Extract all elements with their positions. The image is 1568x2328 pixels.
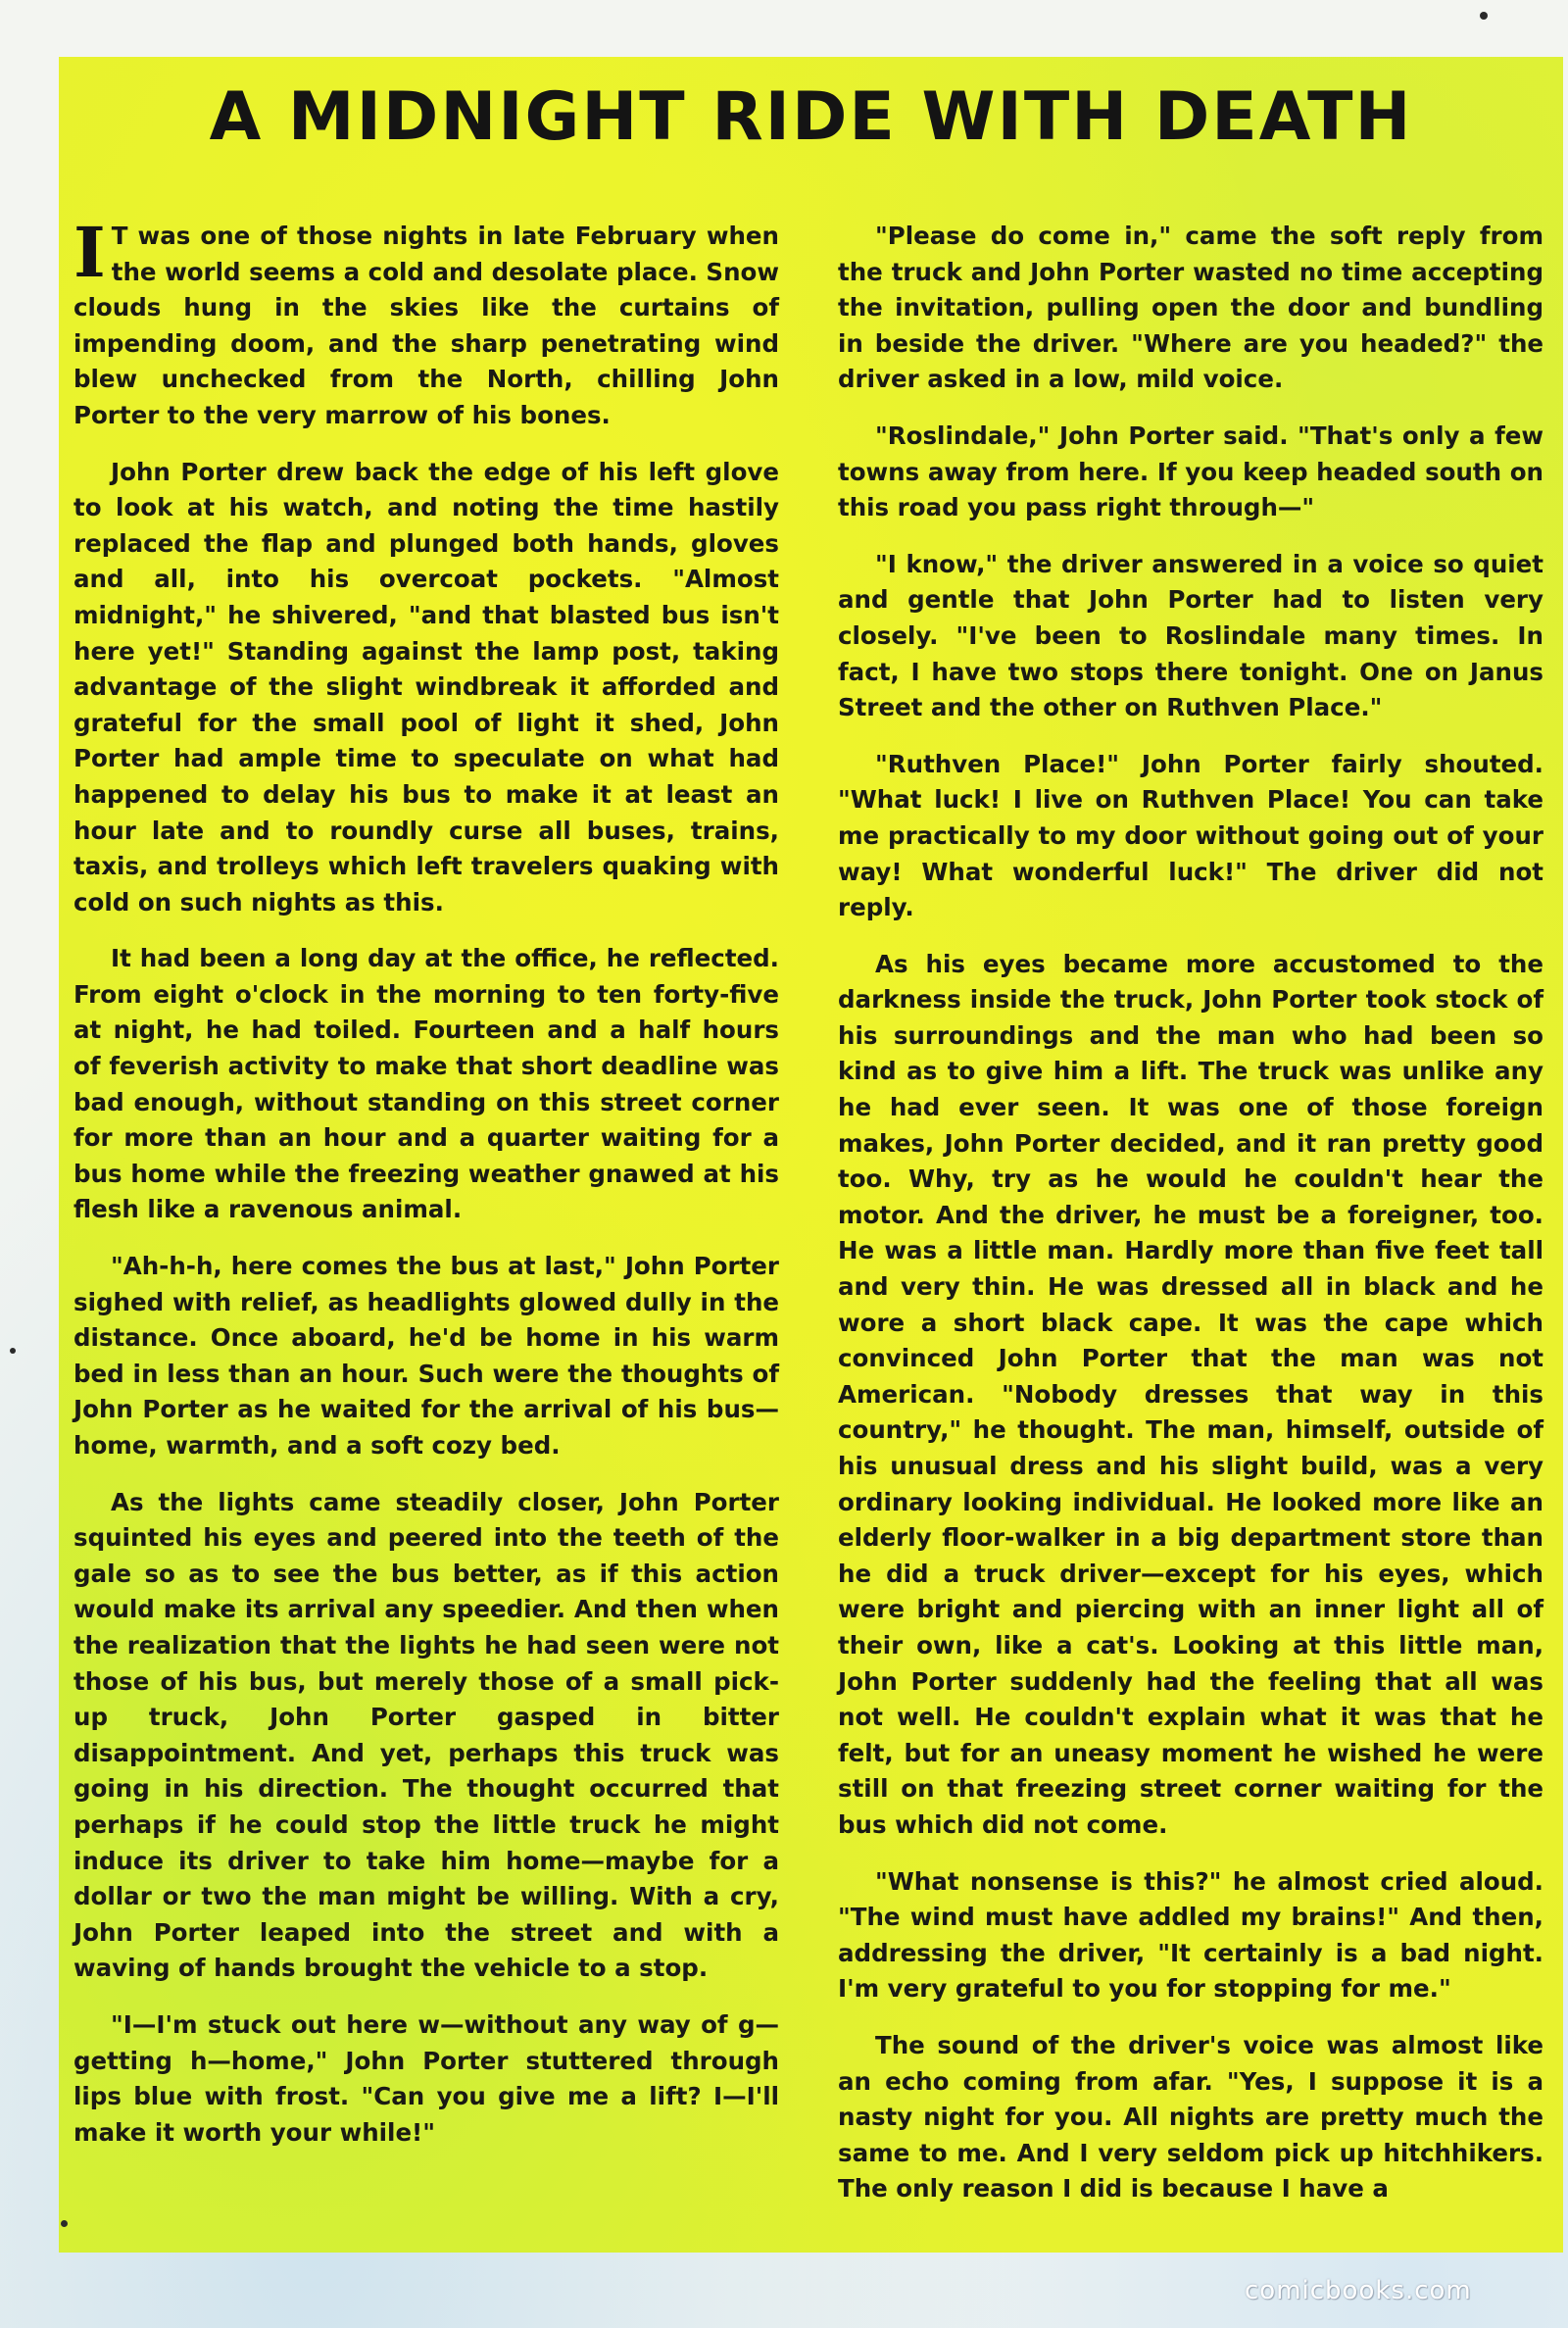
paragraph: "What nonsense is this?" he almost cried aloud. "The wind must have addled my brains!" And then, addressing the driver, "It certainly is a bad night. I'm very grateful to you for stopping for me." <box>838 1866 1544 2004</box>
paragraph: John Porter drew back the edge of his left glove to look at his watch, and noting the time hastily replaced the flap and plunged both hands, gloves and all, into his overcoat pockets. "Almost midnight," he shivered, "and that blasted bus isn't here yet!" Standing against the lamp post, taking advantage of the slight windbreak it afforded and grateful for the small pool of light it shed, John Porter had ample time to speculate on what had happened to delay his bus to make it at least an hour late and to roundly curse all buses, trains, taxis, and trolleys which left travelers quaking with cold on such nights as this. <box>74 457 779 916</box>
left-column <box>74 212 779 2171</box>
paragraph: "Ah-h-h, here comes the bus at last," John Porter sighed with relief, as headlights glowed dully in the distance. Once aboard, he'd be home in his warm bed in less than an hour. Such were the thoughts of John Porter as he waited for the arrival of his bus—home, warmth, and a soft cozy bed. <box>74 1252 779 1460</box>
paragraph: "Roslindale," John Porter said. "That's only a few towns away from here. If you keep headed south on this road you pass right through—" <box>838 421 1544 522</box>
paragraph: "I—I'm stuck out here w—without any way of g—getting h—home," John Porter stuttered through lips blue with frost. "Can you give me a lift? I—I'll make it worth your while!" <box>74 2009 779 2147</box>
paragraph: The sound of the driver's voice was almost like an echo coming from afar. "Yes, I suppose it is a nasty night for you. All nights are pretty much the same to me. And I very seldom pick up hitchhikers. The only reason I did is because I have a <box>838 2030 1544 2204</box>
drop-cap: I <box>74 212 106 293</box>
paragraph-text: T was one of those nights in late February when the world seems a cold and desolate place. Snow clouds hung in the skies like the curtains of impending doom, and the sharp penetrating wind blew unchecked from the North, chilling John Porter to the very marrow of his bones. <box>74 222 779 429</box>
ink-speck <box>61 2220 68 2227</box>
paragraph: As the lights came steadily closer, John Porter squinted his eyes and peered into the teeth of the gale so as to see the bus better, as if this action would make its arrival any speedier. And then when the realization that the lights he had seen were not those of his bus, but merely those of a small pick-up truck, John Porter gasped in bitter disappointment. And yet, perhaps this truck was going in his direction. The thought occurred that perhaps if he could stop the little truck he might induce its driver to take him home—maybe for a dollar or two the man might be willing. With a cry, John Porter leaped into the street and with a waving of hands brought the vehicle to a stop. <box>74 1487 779 1983</box>
paragraph <box>74 212 779 434</box>
story-title: A MIDNIGHT RIDE WITH DEATH <box>209 78 1413 156</box>
watermark-text: comicbooks.com <box>1245 2276 1472 2305</box>
paragraph: "Please do come in," came the soft reply from the truck and John Porter wasted no time accepting the invitation, pulling open the door and bundling in beside the driver. "Where are you headed?" the driver asked in a low, mild voice. <box>838 222 1544 394</box>
right-column <box>838 219 1544 2228</box>
paragraph: As his eyes became more accustomed to the darkness inside the truck, John Porter took stock of his surroundings and the man who had been so kind as to give him a lift. The truck was unlike any he had ever seen. It was one of those foreign makes, John Porter decided, and it ran pretty good too. Why, try as he would he couldn't hear the motor. And the driver, he must be a foreigner, too. He was a little man. Hardly more than five feet tall and very thin. He was dressed all in black and he wore a short black cape. It was the cape which convinced John Porter that the man was not American. "Nobody dresses that way in this country," he thought. The man, himself, outside of his unusual dress and his slight build, was a very ordinary looking individual. He looked more like an elderly floor-walker in a big department store than he did a truck driver—except for his eyes, which were bright and piercing with an inner light all of their own, like a cat's. Looking at this little man, John Porter suddenly had the feeling that all was not well. He couldn't explain what it was that he felt, but for an uneasy moment he wished he were still on that freezing street corner waiting for the bus which did not come. <box>838 949 1544 1839</box>
paragraph: It had been a long day at the office, he reflected. From eight o'clock in the morning to ten forty-five at night, he had toiled. Fourteen and a half hours of feverish activity to make that short deadline was bad enough, without standing on this street corner for more than an hour and a quarter waiting for a bus home while the freezing weather gnawed at his flesh like a ravenous animal. <box>74 944 779 1224</box>
story-panel <box>59 57 1563 2253</box>
ink-speck <box>1480 12 1488 20</box>
paragraph: "I know," the driver answered in a voice so quiet and gentle that John Porter had to listen very closely. "I've been to Roslindale many times. In fact, I have two stops there tonight. One on Janus Street and the other on Ruthven Place." <box>838 549 1544 722</box>
ink-speck <box>10 1348 16 1354</box>
paragraph: "Ruthven Place!" John Porter fairly shouted. "What luck! I live on Ruthven Place! You can take me practically to my door without going out of your way! What wonderful luck!" The driver did not reply. <box>838 749 1544 922</box>
